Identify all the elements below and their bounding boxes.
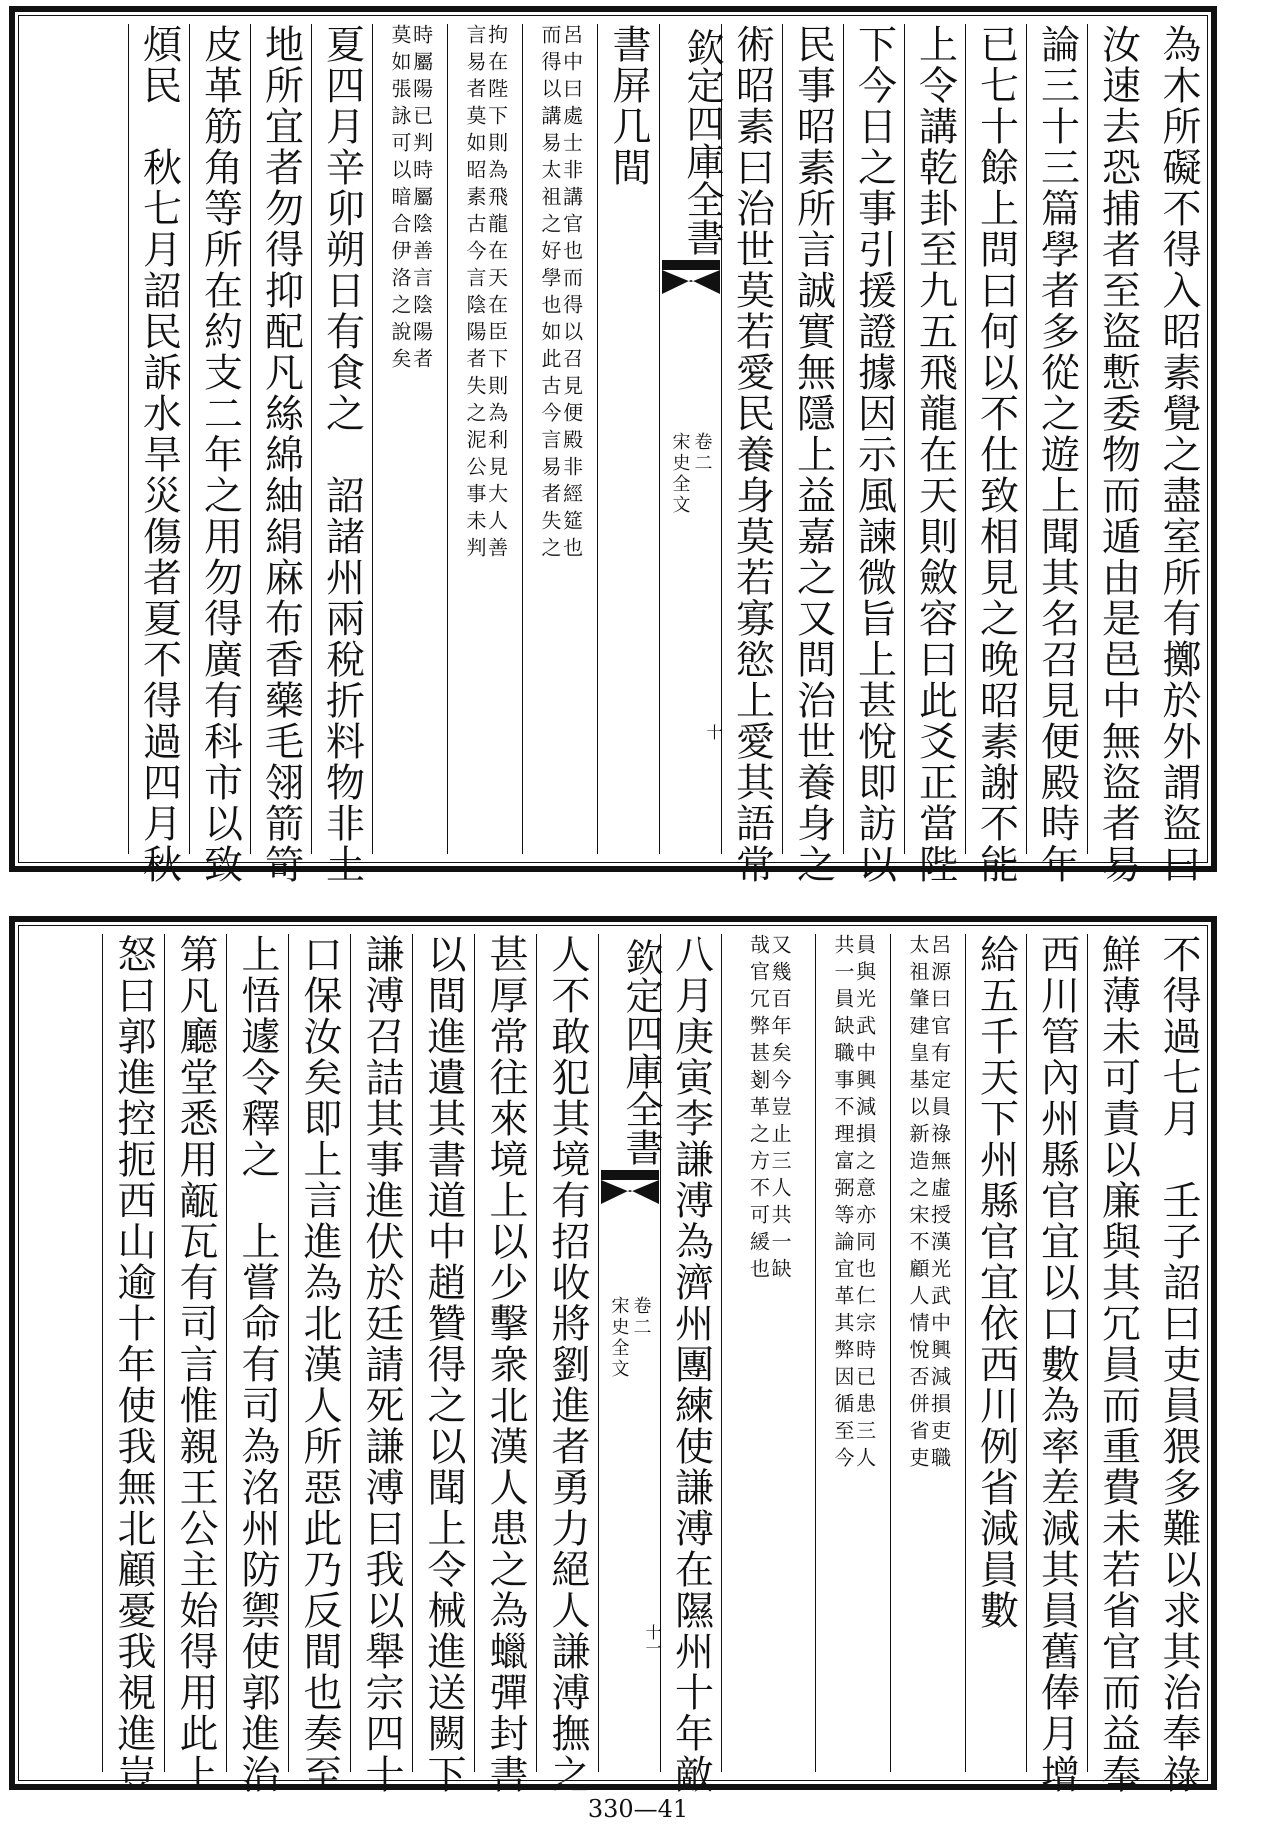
text-column — [1148, 934, 1209, 1795]
commentary-column — [522, 24, 597, 854]
commentary-line: 共一員缺職事不理富弼等論宜革其弊因循至今 — [831, 934, 855, 1474]
book-title: 欽定四庫全書 — [680, 28, 724, 256]
top-page-panel — [9, 6, 1217, 885]
column-text: 西川管內州縣官宜以口數為率差減其員舊俸月增 — [1034, 934, 1080, 1795]
text-column — [843, 24, 904, 885]
column-text: 書屏几間 — [606, 24, 651, 188]
commentary-line: 又幾百年矣今豈止三人共一缺 — [768, 934, 793, 1285]
leaf-number: 十一 — [643, 1624, 662, 1656]
book-subtitle — [660, 432, 721, 516]
commentary-line: 哉官冗弊甚剗革之方不可緩也 — [746, 934, 771, 1285]
text-column — [189, 24, 250, 885]
commentary-line: 拘在陛下則為飛龍在天在臣下則為利見大人善 — [484, 24, 509, 564]
text-column — [226, 934, 288, 1795]
column-text: 論三十三篇學者多從之遊上聞其名召見便殿時年 — [1034, 24, 1080, 885]
fishtail-ornament — [601, 1170, 659, 1204]
commentary-text — [463, 24, 509, 854]
text-column — [128, 24, 189, 885]
bottom-page-panel — [9, 916, 1217, 1795]
text-column — [1087, 24, 1148, 885]
text-column — [412, 934, 474, 1795]
book-subtitle — [599, 1296, 660, 1380]
work-title: 宋史全文 — [608, 1296, 630, 1380]
volume-label: 卷二 — [630, 1296, 652, 1338]
column-text: 第凡廳堂悉用甋瓦有司言惟親王公主始得用此上 — [173, 934, 218, 1795]
text-column — [721, 24, 782, 885]
column-text: 夏四月辛卯朔日有食之 詔諸州兩稅折料物非土 — [319, 24, 365, 885]
column-text: 術昭素曰治世莫若愛民養身莫若寡慾上愛其語常 — [729, 24, 775, 885]
work-title: 宋史全文 — [669, 432, 691, 516]
column-text: 皮革筋角等所在約支二年之用勿得廣有科市以致 — [197, 24, 243, 885]
text-column — [1087, 934, 1148, 1795]
text-column — [250, 24, 311, 885]
text-column — [782, 24, 843, 885]
column-text: 汝速去恐捕者至盜慙委物而遁由是邑中無盜者易 — [1095, 24, 1141, 885]
commentary-text — [906, 934, 952, 1772]
commentary-line: 呂中曰處士非講官也而得以召見便殿非經筵也 — [559, 24, 584, 564]
commentary-line: 言易者莫如昭素古今言陰陽者失之泥公事未判 — [463, 24, 487, 564]
column-text: 怒曰郭進控扼西山逾十年使我無北顧憂我視進豈 — [111, 934, 156, 1795]
text-column — [350, 934, 412, 1795]
column-text: 人不敢犯其境有招收將劉進者勇力絕人謙溥撫之 — [545, 934, 590, 1795]
center-fold — [659, 24, 724, 854]
fishtail-ornament — [662, 260, 720, 294]
column-text: 民事昭素所言誠實無隱上益嘉之又問治世養身之 — [790, 24, 836, 885]
column-text: 地所宜者勿得抑配凡絲綿紬絹麻布香藥毛翎箭笴 — [258, 24, 304, 885]
commentary-text — [746, 934, 793, 1772]
text-column — [904, 24, 965, 885]
book-title: 欽定四庫全書 — [619, 938, 663, 1166]
column-text: 謙溥召詰其事進伏於廷請死謙溥曰我以舉宗四十 — [359, 934, 404, 1795]
text-column — [660, 934, 721, 1795]
column-text: 鮮薄未可責以廉與其冗員而重費未若省官而益奉 — [1095, 934, 1141, 1795]
column-text: 已七十餘上問曰何以不仕致相見之晚昭素謝不能 — [973, 24, 1019, 885]
text-column — [965, 934, 1026, 1772]
commentary-column — [890, 934, 965, 1772]
column-text: 為木所礙不得入昭素覺之盡室所有擲於外謂盜曰 — [1156, 24, 1201, 885]
column-text: 上悟遽令釋之 上嘗命有司為洺州防禦使郭進治 — [235, 934, 280, 1795]
commentary-text — [538, 24, 584, 854]
column-text: 煩民 秋七月詔民訴水旱災傷者夏不得過四月秋 — [136, 24, 182, 885]
commentary-line: 太祖肇建皇基以新造之宋不顧人情悅否併省吏 — [906, 934, 930, 1474]
text-column — [597, 24, 659, 854]
center-fold — [598, 934, 663, 1772]
leaf-number: 十 — [704, 724, 723, 740]
commentary-line: 而得以講易太祖之好學也如此古今言易者失之 — [538, 24, 562, 564]
text-column — [1026, 24, 1087, 885]
column-text: 甚厚常往來境上以少擊衆北漢人患之為蠟彈封書 — [483, 934, 528, 1795]
text-column — [164, 934, 226, 1795]
text-column — [102, 934, 164, 1795]
text-column — [311, 24, 372, 885]
commentary-line: 莫如張詠可以暗合伊洛之說矣 — [388, 24, 412, 375]
text-column — [1026, 934, 1087, 1795]
commentary-column — [372, 24, 447, 854]
commentary-line: 時屬陽已判時屬陰善言陰陽者 — [409, 24, 434, 375]
column-text: 上令講乾卦至九五飛龍在天則斂容曰此爻正當陛 — [912, 24, 958, 885]
volume-label: 卷二 — [691, 432, 713, 474]
text-column — [536, 934, 598, 1795]
text-column — [965, 24, 1026, 885]
commentary-text — [388, 24, 434, 854]
column-text: 不得過七月 壬子詔曰吏員猥多難以求其治奉祿 — [1156, 934, 1201, 1795]
text-column — [474, 934, 536, 1795]
commentary-column — [721, 934, 815, 1772]
commentary-column — [447, 24, 522, 854]
page-number: 330—41 — [587, 1795, 689, 1823]
text-column — [288, 934, 350, 1795]
text-column — [1148, 24, 1209, 885]
column-text: 八月庚寅李謙溥為濟州團練使謙溥在隰州十年敵 — [668, 934, 714, 1795]
commentary-line: 員與光武中興減損之意亦同也仁宗時已患三人 — [852, 934, 877, 1474]
column-text: 給五千天下州縣官宜依西川例省減員數 — [973, 934, 1019, 1631]
column-text: 下今日之事引援證據因示風諫微旨上甚悅即訪以 — [851, 24, 897, 885]
commentary-text — [831, 934, 877, 1772]
commentary-line: 呂源曰官有定員祿無虛授漢光武中興減損吏職 — [927, 934, 952, 1474]
column-text: 口保汝矣即上言進為北漢人所惡此乃反間也奏至 — [297, 934, 342, 1795]
column-text: 以間進遺其書道中趙贊得之以聞上令械進送闕下 — [421, 934, 466, 1795]
commentary-column — [815, 934, 890, 1772]
